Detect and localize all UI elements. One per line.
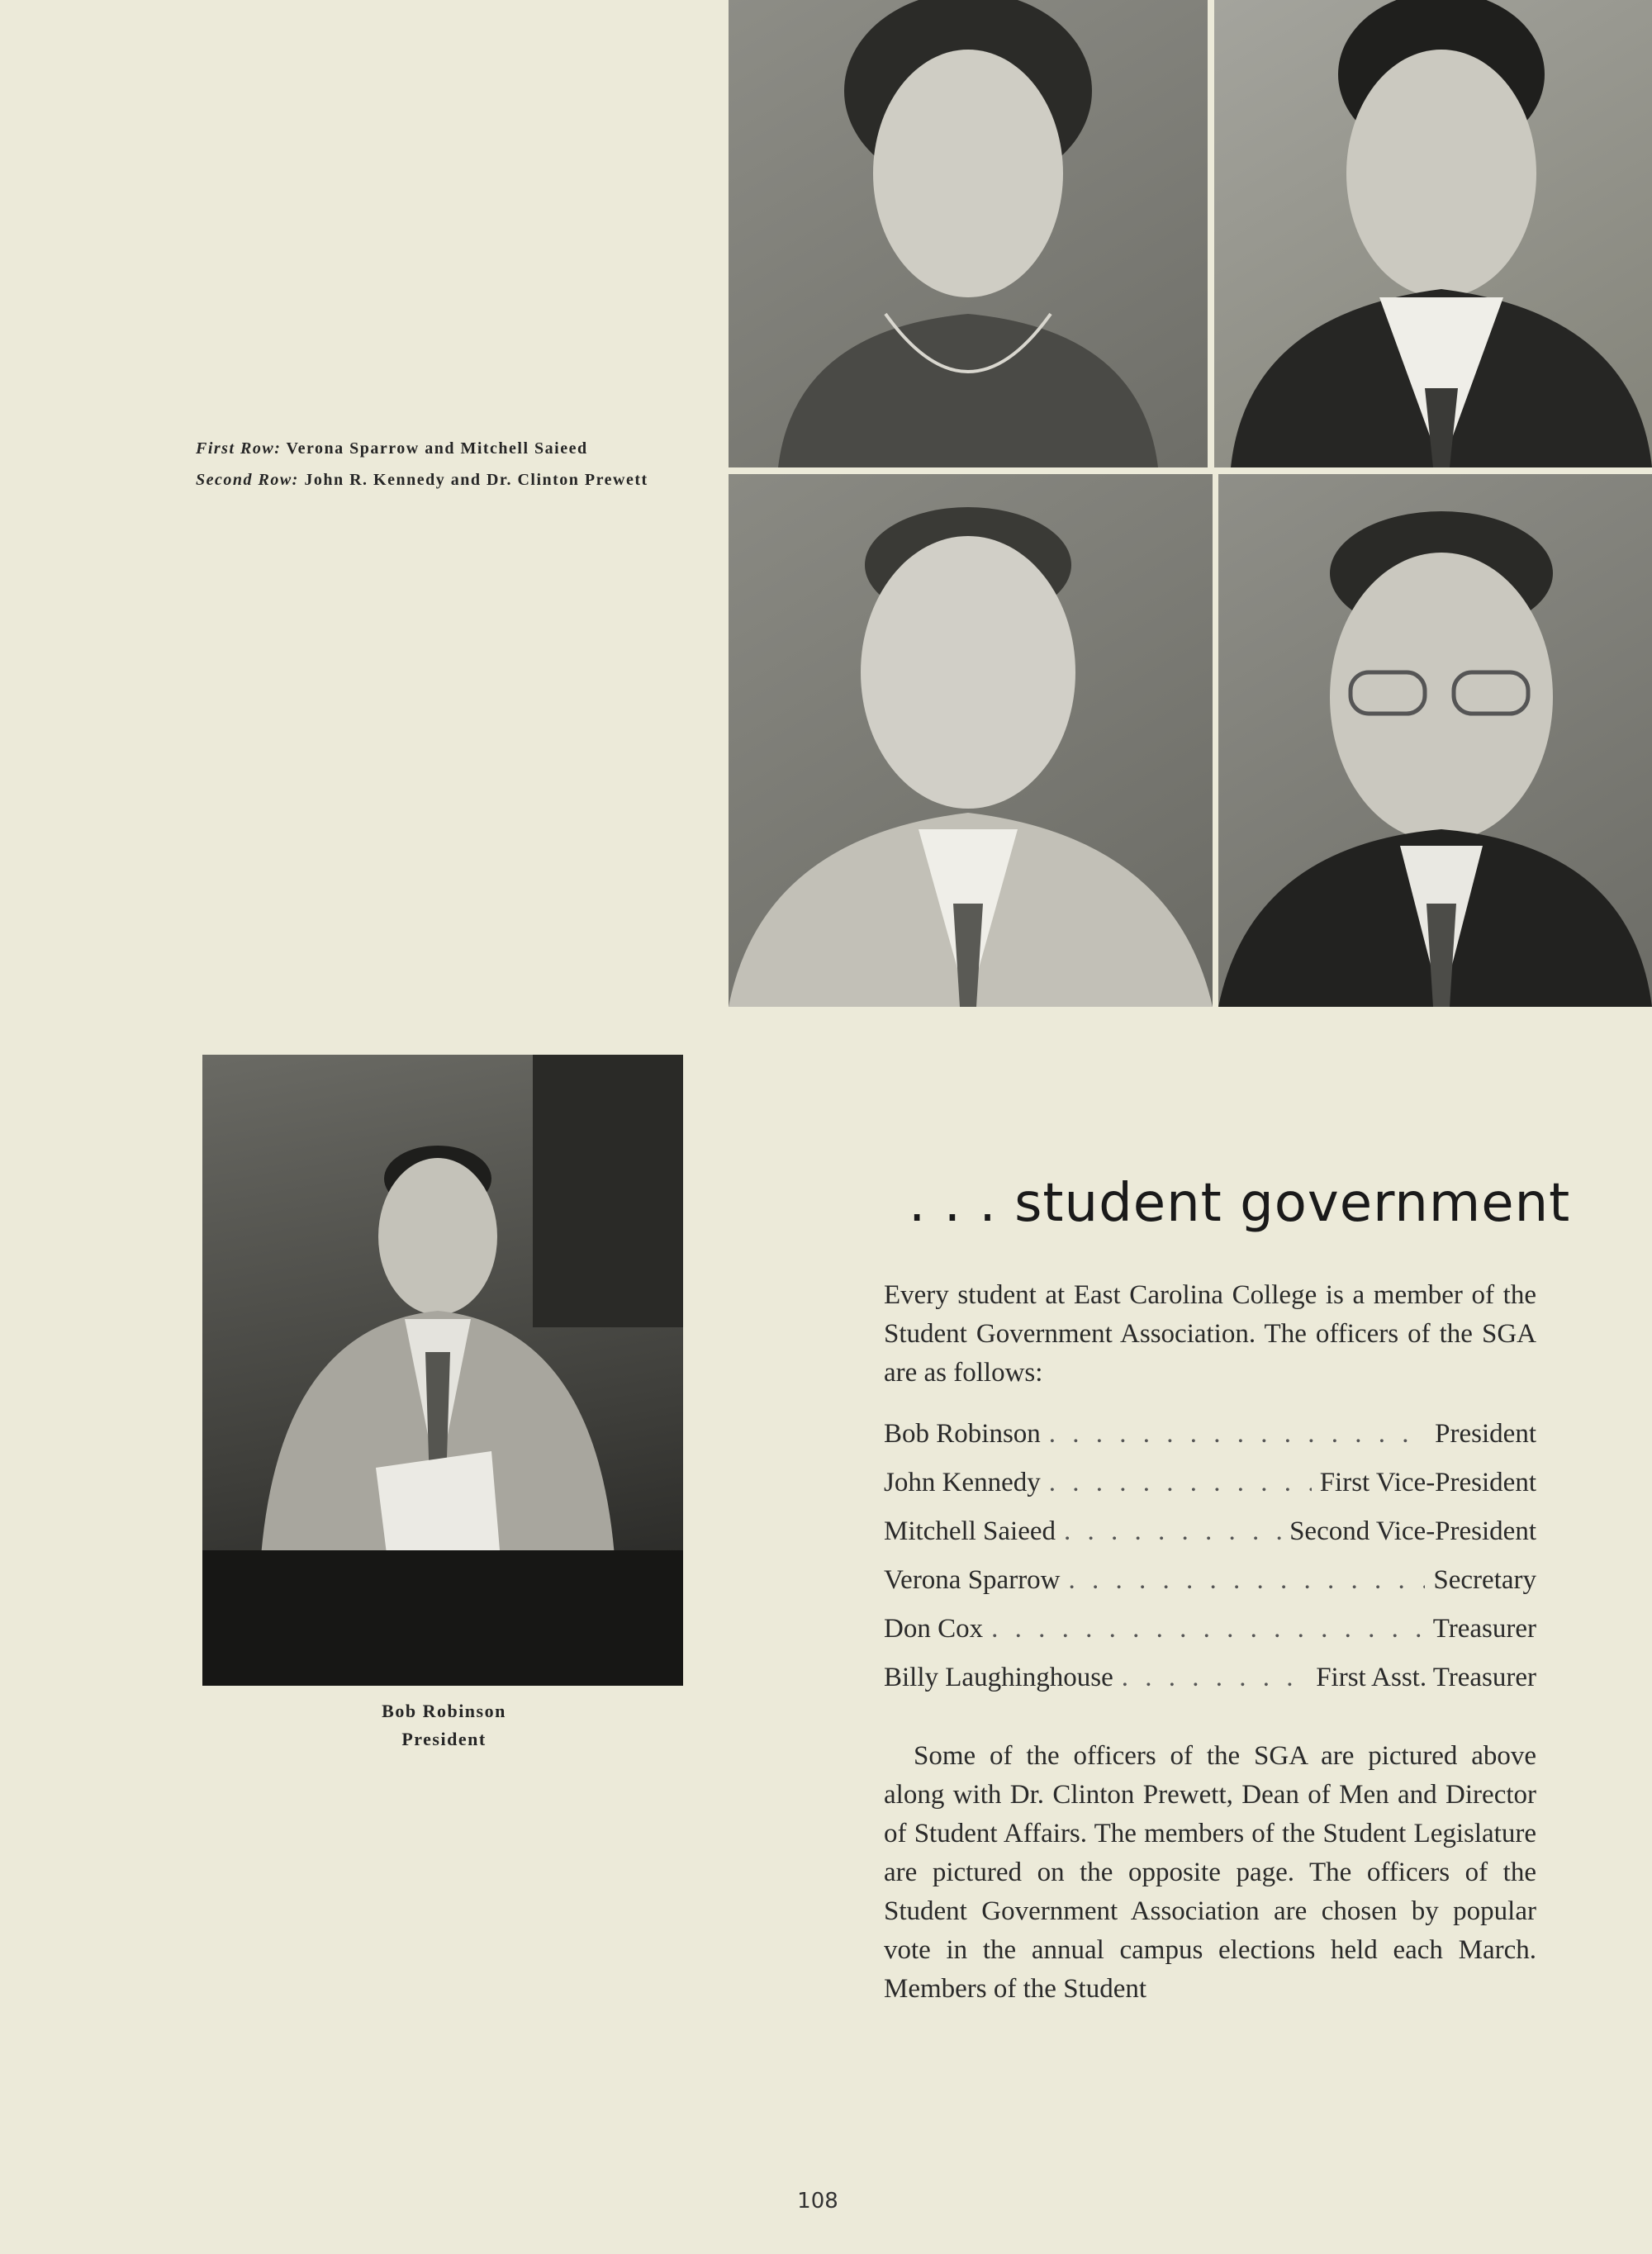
portrait-silhouette — [729, 0, 1208, 467]
officer-title: Secretary — [1433, 1565, 1536, 1595]
dot-leader — [991, 1605, 1425, 1654]
president-caption-name: Bob Robinson — [382, 1701, 506, 1721]
dot-leader — [1122, 1654, 1308, 1702]
officers-list — [884, 1410, 1536, 1702]
closing-paragraph: Some of the officers of the SGA are pictured above along with Dr. Clinton Prewett, Dean of Men and Director of Student Affairs. The members of the Student Legislature are pictured on the opposite page. The officers of the Student Government Association are chosen by popular vote in the annual campus elections held each March. Members of the Student — [884, 1741, 1536, 2004]
portrait-silhouette — [1214, 0, 1652, 467]
president-caption — [202, 1697, 686, 1753]
officer-name: Mitchell Saieed — [884, 1516, 1056, 1546]
portrait-photo-clinton-prewett — [1218, 474, 1652, 1007]
portrait-silhouette — [1218, 474, 1652, 1007]
officer-row — [884, 1507, 1536, 1556]
officer-title: Second Vice-President — [1289, 1516, 1536, 1546]
first-row-names: Verona Sparrow and Mitchell Saieed — [286, 439, 588, 458]
second-row-names: John R. Kennedy and Dr. Clinton Prewett — [304, 471, 648, 489]
officer-name: Verona Sparrow — [884, 1565, 1061, 1595]
president-caption-title: President — [401, 1729, 487, 1749]
officer-name: John Kennedy — [884, 1468, 1041, 1497]
dot-leader — [1069, 1556, 1426, 1605]
portrait-photo-john-kennedy — [729, 474, 1213, 1007]
portrait-grid-caption — [196, 433, 683, 496]
portrait-silhouette — [729, 474, 1213, 1007]
officer-title: President — [1435, 1419, 1536, 1449]
section-heading: . . . student government — [909, 1173, 1571, 1234]
dot-leader — [1049, 1459, 1312, 1507]
officer-row — [884, 1654, 1536, 1702]
portrait-photo-mitchell-saieed — [1214, 0, 1652, 467]
officer-row — [884, 1459, 1536, 1507]
intro-paragraph: Every student at East Carolina College is a member of the Student Government Association. The officers of the SGA are as follows: — [884, 1280, 1536, 1388]
dot-leader — [1064, 1507, 1281, 1556]
officer-row — [884, 1556, 1536, 1605]
president-photo — [202, 1055, 683, 1686]
officer-name: Bob Robinson — [884, 1419, 1041, 1449]
president-silhouette — [202, 1055, 683, 1686]
officer-name: Billy Laughinghouse — [884, 1663, 1113, 1692]
officer-title: First Asst. Treasurer — [1316, 1663, 1536, 1692]
second-row-label: Second Row: — [196, 471, 299, 489]
first-row-label: First Row: — [196, 439, 282, 458]
dot-leader — [1049, 1410, 1427, 1459]
officer-title: Treasurer — [1432, 1614, 1536, 1644]
officer-row — [884, 1605, 1536, 1654]
officer-title: First Vice-President — [1319, 1468, 1536, 1497]
page-number: 108 — [797, 2189, 838, 2214]
officer-name: Don Cox — [884, 1614, 984, 1644]
portrait-photo-verona-sparrow — [729, 0, 1208, 467]
officer-row — [884, 1410, 1536, 1459]
